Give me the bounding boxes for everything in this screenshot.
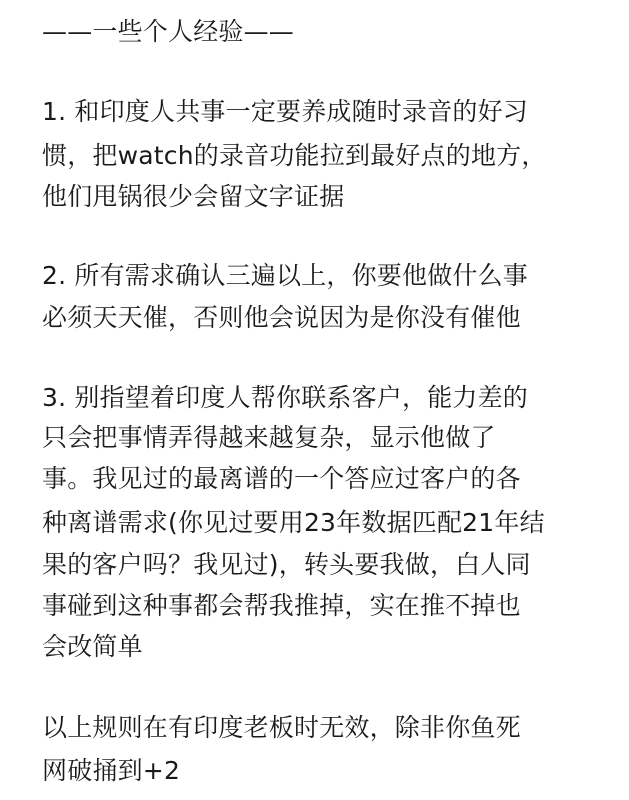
item-3-line-2: 只会把事情弄得越来越复杂，显示他做了 xyxy=(42,423,496,452)
item-3-line-5: 果的客户吗？我见过)，转头要我做，白人同 xyxy=(42,550,531,579)
item-3-line-1: 3. 别指望着印度人帮你联系客户，能力差的 xyxy=(42,383,529,412)
item-3-line-7: 会改简单 xyxy=(42,632,143,661)
item-1-line-2: 惯，把watch的录音功能拉到最好点的地方， xyxy=(42,141,547,170)
item-3-line-4: 种离谱需求(你见过要用23年数据匹配21年结 xyxy=(42,508,545,537)
item-3-line-3: 事。我见过的最离谱的一个答应过客户的各 xyxy=(42,464,521,493)
note-title: ——一些个人经验—— xyxy=(42,17,295,46)
item-2-line-2: 必须天天催，否则他会说因为是你没有催他 xyxy=(42,303,521,332)
closing-line-2: 网破捅到+2 xyxy=(42,756,181,785)
item-2-line-1: 2. 所有需求确认三遍以上，你要他做什么事 xyxy=(42,261,529,290)
item-1-line-3: 他们甩锅很少会留文字证据 xyxy=(42,182,345,211)
closing-line-1: 以上规则在有印度老板时无效，除非你鱼死 xyxy=(42,713,521,742)
item-1-line-1: 1. 和印度人共事一定要养成随时录音的好习 xyxy=(42,97,529,126)
item-3-line-6: 事碰到这种事都会帮我推掉，实在推不掉也 xyxy=(42,591,521,620)
